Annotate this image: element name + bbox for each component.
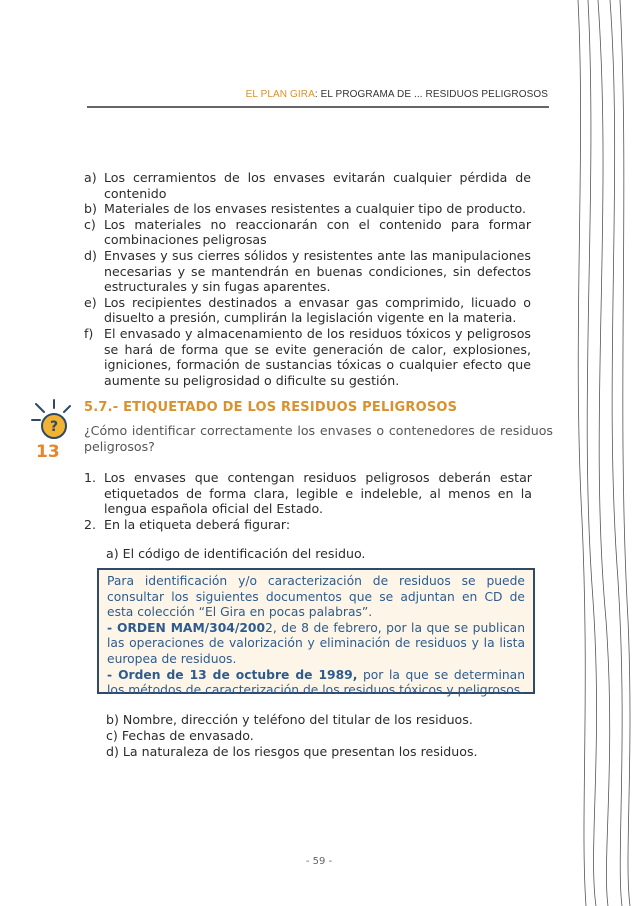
header-rule bbox=[87, 106, 549, 108]
box-intro: Para identificación y/o caracterización de residuos se puede consultar los siguientes documentos que se adjuntan en CD de esta colección “El Gira en pocas palabras”. bbox=[107, 574, 525, 620]
requirements-list bbox=[84, 170, 531, 388]
list-item: 1. Los envases que contengan residuos peligrosos deberán estar etiquetados de forma clara, legible e indeleble, al menos en la lengua española oficial del Estado. bbox=[84, 470, 532, 517]
svg-text:?: ? bbox=[49, 419, 59, 435]
list-item: d) Envases y sus cierres sólidos y resistentes ante las manipulaciones necesarias y se mantendrán en buenas condiciones, sin defectos estructurales y sin fugas aparentes. bbox=[84, 247, 531, 295]
label-item-c: c) Fechas de envasado. bbox=[106, 728, 254, 743]
label-item-b: b) Nombre, dirección y teléfono del titular de los residuos. bbox=[106, 712, 473, 727]
header-highlight: EL PLAN GIRA bbox=[245, 89, 315, 100]
list-item: f) El envasado y almacenamiento de los residuos tóxicos y peligrosos se hará de forma que se evite generación de calor, explosiones, igniciones, formación de sustancias tóxicas o cualquier efecto que aumente su peligrosidad o dificulte su gestión. bbox=[84, 325, 531, 388]
list-item: b) Materiales de los envases resistentes a cualquier tipo de producto. bbox=[84, 201, 527, 217]
section-question: ¿Cómo identificar correctamente los envases o contenedores de residuos peligrosos? bbox=[84, 423, 553, 454]
decorative-lines bbox=[558, 0, 638, 906]
box-ref-1: - ORDEN MAM/304/2002, de 8 de febrero, por la que se publican las operaciones de valorización y eliminación de residuos y la lista europea de residuos. bbox=[107, 620, 525, 666]
question-bulb-icon bbox=[30, 398, 78, 448]
chapter-badge: 13 bbox=[36, 442, 60, 462]
list-item: 2. En la etiqueta deberá figurar: bbox=[84, 516, 291, 532]
page-number: - 59 - bbox=[305, 856, 333, 867]
list-item: c) Los materiales no reaccionarán con el contenido para formar combinaciones peligrosas bbox=[84, 216, 531, 248]
label-item-a: a) El código de identificación del residuo. bbox=[106, 546, 366, 561]
running-header bbox=[246, 89, 548, 100]
list-item: e) Los recipientes destinados a envasar gas comprimido, licuado o disuelto a presión, cumplirán la legislación vigente en la materia. bbox=[84, 294, 531, 326]
header-rest: : EL PROGRAMA DE ... RESIDUOS PELIGROSOS bbox=[314, 89, 548, 100]
section-title: 5.7.- ETIQUETADO DE LOS RESIDUOS PELIGROSOS bbox=[84, 400, 458, 415]
list-item: a) Los cerramientos de los envases evitarán cualquier pérdida de contenido bbox=[84, 170, 531, 201]
label-item-d: d) La naturaleza de los riesgos que presentan los residuos. bbox=[106, 744, 478, 759]
reference-box bbox=[97, 568, 535, 698]
box-ref-2: - Orden de 13 de octubre de 1989, por la que se determinan los métodos de caracterización de los residuos tóxicos y peligrosos. bbox=[107, 667, 525, 698]
labeling-list bbox=[84, 470, 532, 532]
